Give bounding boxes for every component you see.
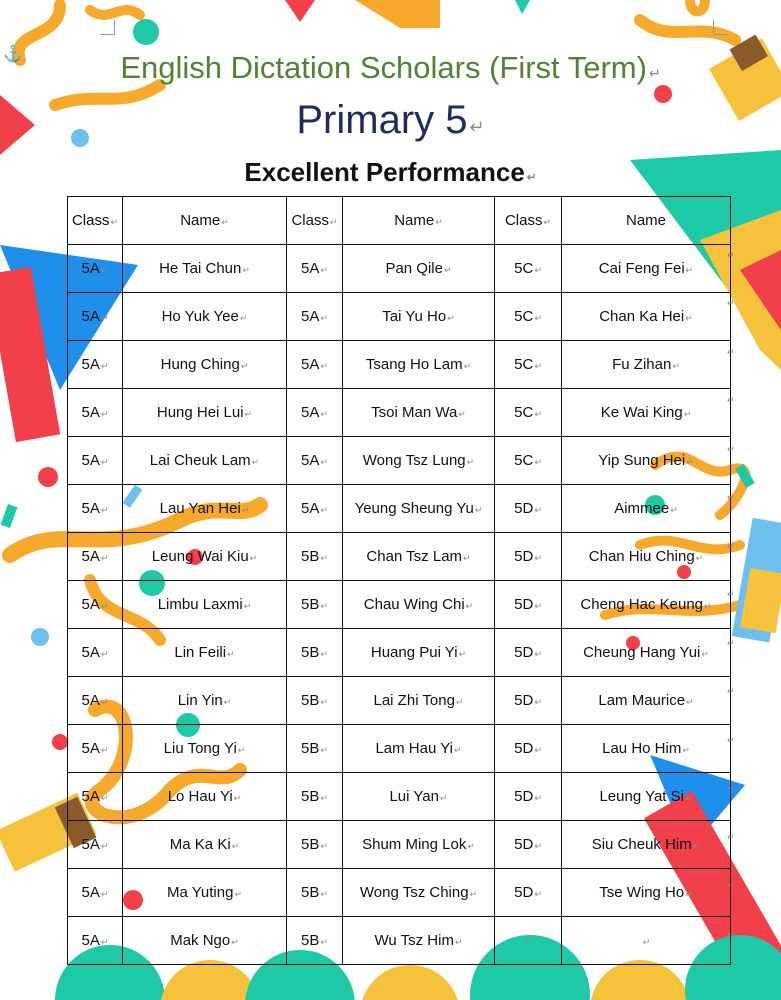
table-row xyxy=(68,725,731,773)
paragraph-mark-icon: ↵ xyxy=(439,793,448,803)
class-cell: 5D↵ xyxy=(495,629,562,677)
class-cell: 5A↵ xyxy=(68,677,123,725)
paragraph-mark-icon: ↵ xyxy=(320,457,328,467)
class-cell: 5A↵ xyxy=(68,629,123,677)
paragraph-mark-icon: ↵ xyxy=(463,553,471,563)
name-cell: Lam Maurice↵ xyxy=(562,677,731,725)
class-cell: 5C↵ xyxy=(495,293,562,341)
paragraph-mark-icon: ↵ xyxy=(704,601,712,611)
paragraph-mark-icon: ↵ xyxy=(534,745,542,755)
paragraph-mark-icon: ↵ xyxy=(241,505,250,515)
paragraph-mark-icon: ↵ xyxy=(534,793,542,803)
class-cell: 5D↵ xyxy=(495,773,562,821)
paragraph-mark-icon: ↵ xyxy=(227,649,235,659)
name-cell: Ma Yuting↵ xyxy=(123,869,287,917)
class-cell: 5A↵ xyxy=(68,341,123,389)
paragraph-mark-icon: ↵ xyxy=(683,409,692,419)
table-row xyxy=(68,533,731,581)
paragraph-mark-icon: ↵ xyxy=(320,505,328,515)
class-cell: 5D↵ xyxy=(495,869,562,917)
name-cell: Chau Wing Chi↵ xyxy=(343,581,495,629)
document-title: English Dictation Scholars (First Term) ↵ xyxy=(120,50,661,85)
paragraph-mark-icon: ↵ xyxy=(100,361,109,371)
class-cell: 5A↵ xyxy=(68,869,123,917)
paragraph-mark-icon: ↵ xyxy=(466,457,475,467)
paragraph-mark-icon: ↵ xyxy=(465,601,474,611)
class-cell: 5B↵ xyxy=(287,917,343,965)
table-row xyxy=(68,917,731,965)
name-cell: Lai Cheuk Lam↵ xyxy=(123,437,287,485)
paragraph-mark-icon: ↵ xyxy=(239,313,248,323)
paragraph-mark-icon: ↵ xyxy=(320,601,328,611)
name-cell: Yeung Sheung Yu↵ xyxy=(343,485,495,533)
paragraph-mark-icon: ↵ xyxy=(240,361,249,371)
column-header: Class↵ xyxy=(495,197,562,245)
name-cell: Cheung Hang Yui↵ xyxy=(562,629,731,677)
paragraph-mark-icon: ↵ xyxy=(234,889,242,899)
paragraph-mark-icon: ↵ xyxy=(100,793,109,803)
paragraph-mark-icon: ↵ xyxy=(444,265,452,275)
paragraph-mark-icon: ↵ xyxy=(100,409,109,419)
paragraph-mark-icon: ↵ xyxy=(534,841,542,851)
paragraph-mark-icon: ↵ xyxy=(233,793,242,803)
name-cell: Cheng Hac Keung↵ xyxy=(562,581,731,629)
paragraph-mark-icon: ↵ xyxy=(231,937,239,947)
paragraph-mark-icon: ↵ xyxy=(685,265,694,275)
name-cell: Lin Yin↵ xyxy=(123,677,287,725)
paragraph-mark-icon: ↵ xyxy=(474,505,483,515)
name-cell: Hung Hei Lui↵ xyxy=(123,389,287,437)
paragraph-mark-icon: ↵ xyxy=(320,889,328,899)
paragraph-mark-icon: ↵ xyxy=(320,409,328,419)
column-header: Name↵ xyxy=(343,197,495,245)
table-row xyxy=(68,341,731,389)
paragraph-mark-icon: ↵ xyxy=(534,265,542,275)
class-cell: 5A↵ xyxy=(68,485,123,533)
paragraph-mark-icon: ↵ xyxy=(454,937,463,947)
name-cell: Leung Yat Si↵ xyxy=(562,773,731,821)
class-cell: 5B↵ xyxy=(287,533,343,581)
class-cell: 5A↵ xyxy=(287,485,343,533)
class-cell: 5A↵ xyxy=(287,389,343,437)
paragraph-mark-icon: ↵ xyxy=(467,841,475,851)
class-cell: 5A↵ xyxy=(68,581,123,629)
paragraph-mark-icon: ↵ xyxy=(320,553,328,563)
name-cell: Lam Hau Yi↵ xyxy=(343,725,495,773)
paragraph-mark-icon: ↵ xyxy=(100,601,109,611)
paragraph-mark-icon: ↵ xyxy=(237,745,246,755)
row-end-marks: ↵ ↵ ↵ ↵ ↵ ↵ ↵ ↵ ↵ ↵ ↵ ↵ ↵ ↵ ↵ ↵ xyxy=(727,201,735,939)
class-cell: 5A↵ xyxy=(68,293,123,341)
class-cell: 5C↵ xyxy=(495,245,562,293)
paragraph-mark-icon: ↵ xyxy=(251,457,260,467)
paragraph-mark-icon: ↵ xyxy=(534,457,542,467)
paragraph-mark-icon: ↵ xyxy=(686,457,694,467)
name-cell: Ke Wai King↵ xyxy=(562,389,731,437)
class-cell: 5A↵ xyxy=(287,245,343,293)
paragraph-mark-icon: ↵ xyxy=(463,361,472,371)
name-cell: Tse Wing Ho↵ xyxy=(562,869,731,917)
paragraph-mark-icon: ↵ xyxy=(534,649,542,659)
name-cell: Fu Zihan↵ xyxy=(562,341,731,389)
name-cell: Tsang Ho Lam↵ xyxy=(343,341,495,389)
class-cell: 5B↵ xyxy=(287,581,343,629)
margin-corner-left xyxy=(100,20,115,35)
paragraph-mark-icon: ↵ xyxy=(100,841,109,851)
class-cell: 5A↵ xyxy=(287,437,343,485)
class-cell: 5B↵ xyxy=(287,773,343,821)
column-header: Name↵ xyxy=(123,197,287,245)
table-row xyxy=(68,245,731,293)
table-row xyxy=(68,773,731,821)
name-cell: Lui Yan↵ xyxy=(343,773,495,821)
name-cell: Chan Ka Hei↵ xyxy=(562,293,731,341)
paragraph-mark-icon: ↵ xyxy=(458,409,466,419)
class-cell: 5B↵ xyxy=(287,869,343,917)
paragraph-mark-icon: ↵ xyxy=(320,841,328,851)
class-cell: 5C↵ xyxy=(495,341,562,389)
paragraph-mark-icon: ↵ xyxy=(672,361,680,371)
paragraph-mark-icon: ↵ xyxy=(249,553,258,563)
paragraph-mark-icon: ↵ xyxy=(100,505,109,515)
class-cell: 5B↵ xyxy=(287,677,343,725)
paragraph-mark-icon: ↵ xyxy=(320,745,328,755)
class-cell: 5B↵ xyxy=(287,821,343,869)
paragraph-mark-icon: ↵ xyxy=(682,745,690,755)
paragraph-mark-icon: ↵ xyxy=(524,937,533,947)
paragraph-mark-icon: ↵ xyxy=(455,697,464,707)
column-header: Name xyxy=(562,197,731,245)
paragraph-mark-icon: ↵ xyxy=(685,313,693,323)
table-row xyxy=(68,629,731,677)
name-cell: Hung Ching↵ xyxy=(123,341,287,389)
paragraph-mark-icon: ↵ xyxy=(231,841,240,851)
paragraph-mark-icon: ↵ xyxy=(242,265,250,275)
name-cell: Mak Ngo↵ xyxy=(123,917,287,965)
paragraph-mark-icon: ↵ xyxy=(692,841,701,851)
paragraph-mark-icon: ↵ xyxy=(695,553,704,563)
name-cell: Tai Yu Ho↵ xyxy=(343,293,495,341)
margin-corner-right xyxy=(713,20,728,35)
paragraph-mark-icon: ↵ xyxy=(534,601,542,611)
class-cell: 5A↵ xyxy=(68,917,123,965)
paragraph-mark-icon: ↵ xyxy=(534,361,542,371)
column-header: Class↵ xyxy=(287,197,343,245)
name-cell: Liu Tong Yi↵ xyxy=(123,725,287,773)
name-cell: Lau Yan Hei↵ xyxy=(123,485,287,533)
paragraph-mark-icon: ↵ xyxy=(648,65,661,81)
paragraph-mark-icon: ↵ xyxy=(670,505,678,515)
class-cell: 5A↵ xyxy=(68,437,123,485)
paragraph-mark-icon: ↵ xyxy=(534,889,542,899)
scholars-table xyxy=(67,196,731,965)
paragraph-mark-icon: ↵ xyxy=(320,361,328,371)
name-cell: Limbu Laxmi↵ xyxy=(123,581,287,629)
paragraph-mark-icon: ↵ xyxy=(469,117,485,137)
paragraph-mark-icon: ↵ xyxy=(320,649,328,659)
table-row xyxy=(68,293,731,341)
class-cell: 5B↵ xyxy=(287,629,343,677)
name-cell: Siu Cheuk Him↵ xyxy=(562,821,731,869)
paragraph-mark-icon: ↵ xyxy=(447,313,455,323)
class-cell: 5C↵ xyxy=(495,389,562,437)
paragraph-mark-icon: ↵ xyxy=(534,409,542,419)
name-cell: Wu Tsz Him↵ xyxy=(343,917,495,965)
name-cell: Cai Feng Fei↵ xyxy=(562,245,731,293)
table-body xyxy=(68,245,731,965)
name-cell: Chan Hiu Ching↵ xyxy=(562,533,731,581)
class-cell: 5D↵ xyxy=(495,581,562,629)
name-cell: Huang Pui Yi↵ xyxy=(343,629,495,677)
paragraph-mark-icon: ↵ xyxy=(469,889,478,899)
class-cell: 5D↵ xyxy=(495,533,562,581)
table-row xyxy=(68,869,731,917)
name-cell: He Tai Chun↵ xyxy=(123,245,287,293)
paragraph-mark-icon: ↵ xyxy=(244,409,253,419)
paragraph-mark-icon: ↵ xyxy=(320,313,328,323)
class-cell: 5D↵ xyxy=(495,485,562,533)
class-cell: 5A↵ xyxy=(68,725,123,773)
class-cell: 5A↵ xyxy=(287,341,343,389)
table-row xyxy=(68,821,731,869)
class-cell: 5B↵ xyxy=(287,725,343,773)
paragraph-mark-icon: ↵ xyxy=(701,649,709,659)
table-row xyxy=(68,581,731,629)
class-cell xyxy=(495,917,562,965)
paragraph-mark-icon: ↵ xyxy=(642,937,651,947)
paragraph-mark-icon: ↵ xyxy=(320,697,328,707)
paragraph-mark-icon: ↵ xyxy=(100,649,109,659)
paragraph-mark-icon: ↵ xyxy=(100,313,109,323)
paragraph-mark-icon: ↵ xyxy=(686,697,694,707)
paragraph-mark-icon: ↵ xyxy=(534,505,542,515)
table-row xyxy=(68,485,731,533)
paragraph-mark-icon: ↵ xyxy=(100,889,109,899)
name-cell: Lo Hau Yi↵ xyxy=(123,773,287,821)
paragraph-mark-icon: ↵ xyxy=(320,937,328,947)
table-row xyxy=(68,389,731,437)
table-row xyxy=(68,677,731,725)
paragraph-mark-icon: ↵ xyxy=(320,265,328,275)
paragraph-mark-icon: ↵ xyxy=(320,793,328,803)
paragraph-mark-icon: ↵ xyxy=(534,313,542,323)
name-cell xyxy=(562,917,731,965)
paragraph-mark-icon: ↵ xyxy=(100,937,109,947)
paragraph-mark-icon: ↵ xyxy=(458,649,467,659)
paragraph-mark-icon: ↵ xyxy=(223,697,232,707)
paragraph-mark-icon: ↵ xyxy=(100,457,109,467)
name-cell: Pan Qile↵ xyxy=(343,245,495,293)
class-cell: 5A↵ xyxy=(68,821,123,869)
paragraph-mark-icon: ↵ xyxy=(100,697,109,707)
name-cell: Chan Tsz Lam↵ xyxy=(343,533,495,581)
name-cell: Lau Ho Him↵ xyxy=(562,725,731,773)
anchor-icon: ⚓ xyxy=(3,46,23,63)
table-row xyxy=(68,437,731,485)
class-cell: 5D↵ xyxy=(495,725,562,773)
paragraph-mark-icon: ↵ xyxy=(454,745,462,755)
paragraph-mark-icon: ↵ xyxy=(100,553,109,563)
paragraph-mark-icon: ↵ xyxy=(684,793,693,803)
paragraph-mark-icon: ↵ xyxy=(243,601,252,611)
name-cell: Aimmee↵ xyxy=(562,485,731,533)
class-cell: 5A↵ xyxy=(68,389,123,437)
document-subtitle: Primary 5 ↵ xyxy=(296,98,485,142)
name-cell: Lin Feili↵ xyxy=(123,629,287,677)
class-cell: 5D↵ xyxy=(495,821,562,869)
class-cell: 5D↵ xyxy=(495,677,562,725)
paragraph-mark-icon: ↵ xyxy=(100,265,109,275)
column-header: Class↵ xyxy=(68,197,123,245)
section-heading: Excellent Performance ↵ xyxy=(244,157,537,187)
name-cell: Tsoi Man Wa↵ xyxy=(343,389,495,437)
name-cell: Wong Tsz Ching↵ xyxy=(343,869,495,917)
name-cell: Wong Tsz Lung↵ xyxy=(343,437,495,485)
paragraph-mark-icon: ↵ xyxy=(526,171,537,184)
paragraph-mark-icon: ↵ xyxy=(534,697,542,707)
paragraph-mark-icon: ↵ xyxy=(685,889,693,899)
paragraph-mark-icon: ↵ xyxy=(100,745,109,755)
class-cell: 5A↵ xyxy=(287,293,343,341)
class-cell: 5A↵ xyxy=(68,245,123,293)
class-cell: 5A↵ xyxy=(68,773,123,821)
name-cell: Shum Ming Lok↵ xyxy=(343,821,495,869)
name-cell: Ho Yuk Yee↵ xyxy=(123,293,287,341)
class-cell: 5A↵ xyxy=(68,533,123,581)
name-cell: Lai Zhi Tong↵ xyxy=(343,677,495,725)
paragraph-mark-icon: ↵ xyxy=(534,553,542,563)
table-header-row xyxy=(68,197,731,245)
name-cell: Leung Wai Kiu↵ xyxy=(123,533,287,581)
name-cell: Yip Sung Hei↵ xyxy=(562,437,731,485)
name-cell: Ma Ka Ki↵ xyxy=(123,821,287,869)
class-cell: 5C↵ xyxy=(495,437,562,485)
